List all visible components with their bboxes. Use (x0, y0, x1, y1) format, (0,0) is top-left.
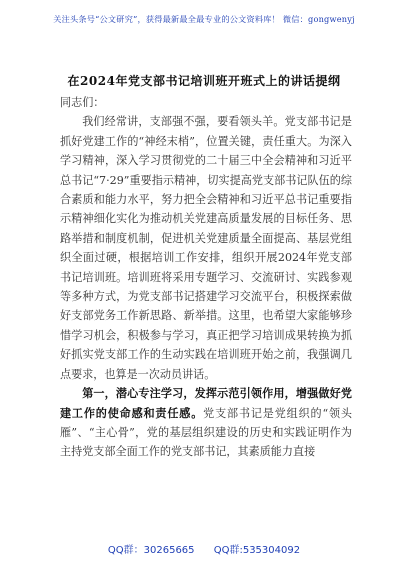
promo-header: 关注头条号“公文研究”，获得最新最全最专业的公文资料库！ 微信：gongwenyj (53, 14, 355, 24)
salutation: 同志们： (60, 96, 105, 109)
paragraph-2-text: 党支部书记是党组织的“领头雁”、“主心骨”，党的基层组织建设的历史和实践证明作为主持党支部全面工作的党支部书记，其素质能力直接 (60, 406, 352, 459)
document-title: 在2024年党支部书记培训班开班式上的讲话提纲 (67, 74, 341, 88)
document-body (60, 93, 352, 462)
footer-contacts (0, 541, 408, 556)
paragraph-2-heading: 第一，潜心专注学习，发挥示范引领作用，增强做好党建工作的使命感和责任感。 (60, 387, 352, 420)
paragraph-2 (60, 384, 352, 462)
paragraph-1: 我们经常讲，支部强不强，要看领头羊。党支部书记是抓好党建工作的“神经末梢”，位置关键，责任重大。为深入学习精神，深入学习贯彻党的二十届三中全会精神和习近平总书记“7·29”重要指示精神，切实提高党支部书记队伍的综合素质和能力水平，努力把全会精神和习近平总书记重要指示精神细化实化为推动机关党建高质量发展的目标任务、思路举措和制度机制，促进机关党建质量全面提高、基层党组织全面过硬，根据培训工作安排，组织开展2024年党支部书记培训班。培训班将采用专题学习、交流研讨、实践参观等多种方式，为党支部书记搭建学习交流平台，积极探索做好支部党务工作新思路、新举措。这里，也希望大家能够珍惜学习机会，积极参与学习，真正把学习培训成果转换为抓好抓实党支部工作的生动实践在培训班开始之前，我强调几点要求，也算是一次动员讲话。 (60, 115, 352, 381)
qq-group-1: QQ群：30265665 (107, 545, 195, 556)
qq-group-2: QQ群:535304092 (213, 545, 301, 556)
